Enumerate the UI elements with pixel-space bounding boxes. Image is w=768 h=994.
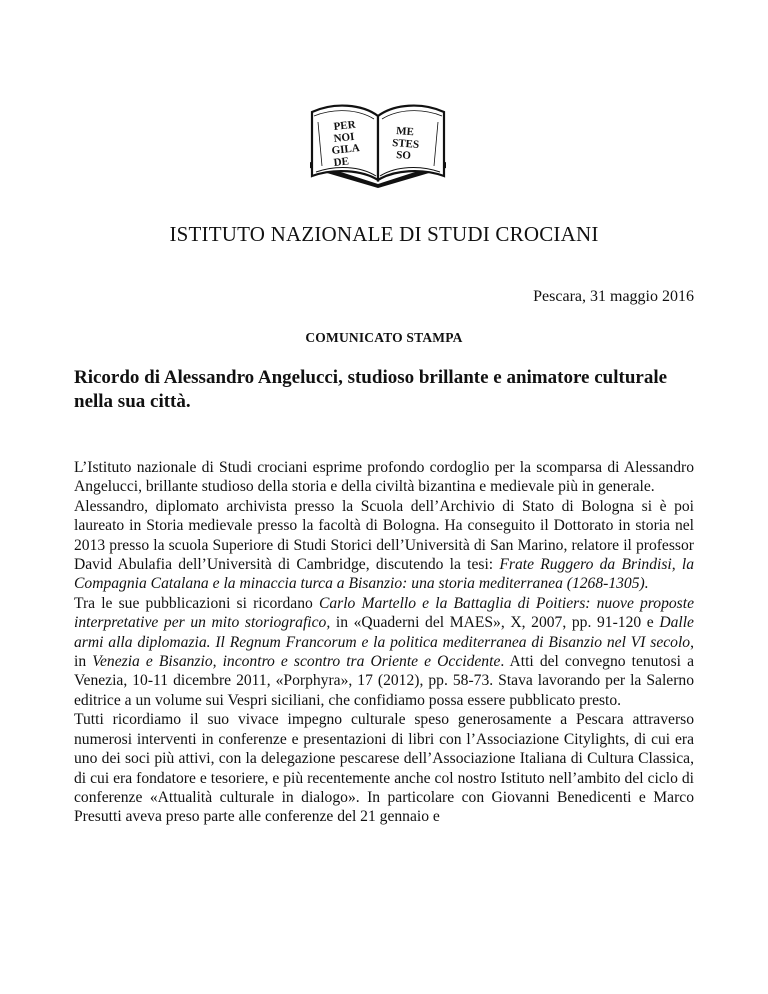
body-text bbox=[74, 458, 694, 827]
logo-left-line-1: PER bbox=[333, 118, 357, 133]
paragraph-3-text-d: . Atti del convegno tenutosi a Venezia, 10-11 dicembre 2011, «Porphyra», 17 (2012), pp. 58-73. Stava lavorando per la Salerno editrice a un volume sui Vespri siciliani, che confidiamo possa essere pubblicato presto. bbox=[74, 653, 695, 709]
publication-title-3: Venezia e Bisanzio, incontro e scontro tra Oriente e Occidente bbox=[92, 653, 501, 671]
paragraph-3-text-c: , in bbox=[74, 633, 694, 671]
place-date: Pescara, 31 maggio 2016 bbox=[533, 288, 694, 305]
open-book-logo bbox=[304, 92, 452, 188]
logo-left-line-4: DE bbox=[333, 155, 350, 169]
logo-right-line-2: STES bbox=[391, 137, 420, 151]
paragraph-1: L’Istituto nazionale di Studi crociani esprime profondo cordoglio per la scomparsa di Alessandro Angelucci, brillante studioso della storia e della civiltà bizantina e medievale più in generale. bbox=[74, 459, 694, 496]
thesis-title: Frate Ruggero da Brindisi, la Compagnia Catalana e la minaccia turca a Bisanzio: una storia mediterranea (1268-1305). bbox=[74, 556, 694, 593]
press-release-label: COMUNICATO STAMPA bbox=[305, 330, 463, 345]
logo-left-line-2: NOI bbox=[333, 130, 355, 145]
logo-right-line-1: ME bbox=[395, 125, 415, 139]
paragraph-4: Tutti ricordiamo il suo vivace impegno culturale speso generosamente a Pescara attraverso numerosi interventi in conferenze e presentazioni di libri con l’Associazione Citylights, di cui era uno dei soci più attivi, con la delegazione pescarese dell’Associazione Italiana di Cultura Classica, di cui era fondatore e tesoriere, e più recentemente anche col nostro Istituto nell’ambito del ciclo di conferenze «Attualità culturale in dialogo». In particolare con Giovanni Benedicenti e Marco Presutti aveva preso parte alle conferenze del 21 gennaio e bbox=[74, 711, 694, 826]
logo-left-line-3: GILA bbox=[331, 142, 361, 157]
paragraph-2 bbox=[74, 497, 694, 594]
headline: Ricordo di Alessandro Angelucci, studioso brillante e animatore culturale nella sua città. bbox=[74, 367, 668, 412]
paragraph-3-intro: Tra le sue pubblicazioni si ricordano bbox=[74, 594, 319, 612]
paragraph-3 bbox=[74, 594, 694, 710]
institute-name: ISTITUTO NAZIONALE DI STUDI CROCIANI bbox=[169, 222, 599, 246]
publication-title-2: Dalle armi alla diplomazia. Il Regnum Francorum e la politica mediterranea di Bisanzio nel VI secolo bbox=[74, 614, 694, 651]
paragraph-2-text: Alessandro, diplomato archivista presso la Scuola dell’Archivio di Stato di Bologna si è poi laureato in Storia medievale presso la facoltà di Bologna. Ha conseguito il Dottorato in storia nel 2013 presso la scuola Superiore di Studi Storici dell’Università di San Marino, relatore il professor David Abulafia dell’Università di Cambridge, discutendo la tesi: bbox=[74, 497, 694, 574]
publication-title-1: Carlo Martello e la Battaglia di Poitiers: nuove proposte interpretative per un mito storiografico, bbox=[74, 594, 694, 632]
logo-right-line-3: SO bbox=[395, 149, 412, 163]
paragraph-3-text-b: in «Quaderni del MAES», X, 2007, pp. 91-120 e bbox=[330, 614, 660, 632]
